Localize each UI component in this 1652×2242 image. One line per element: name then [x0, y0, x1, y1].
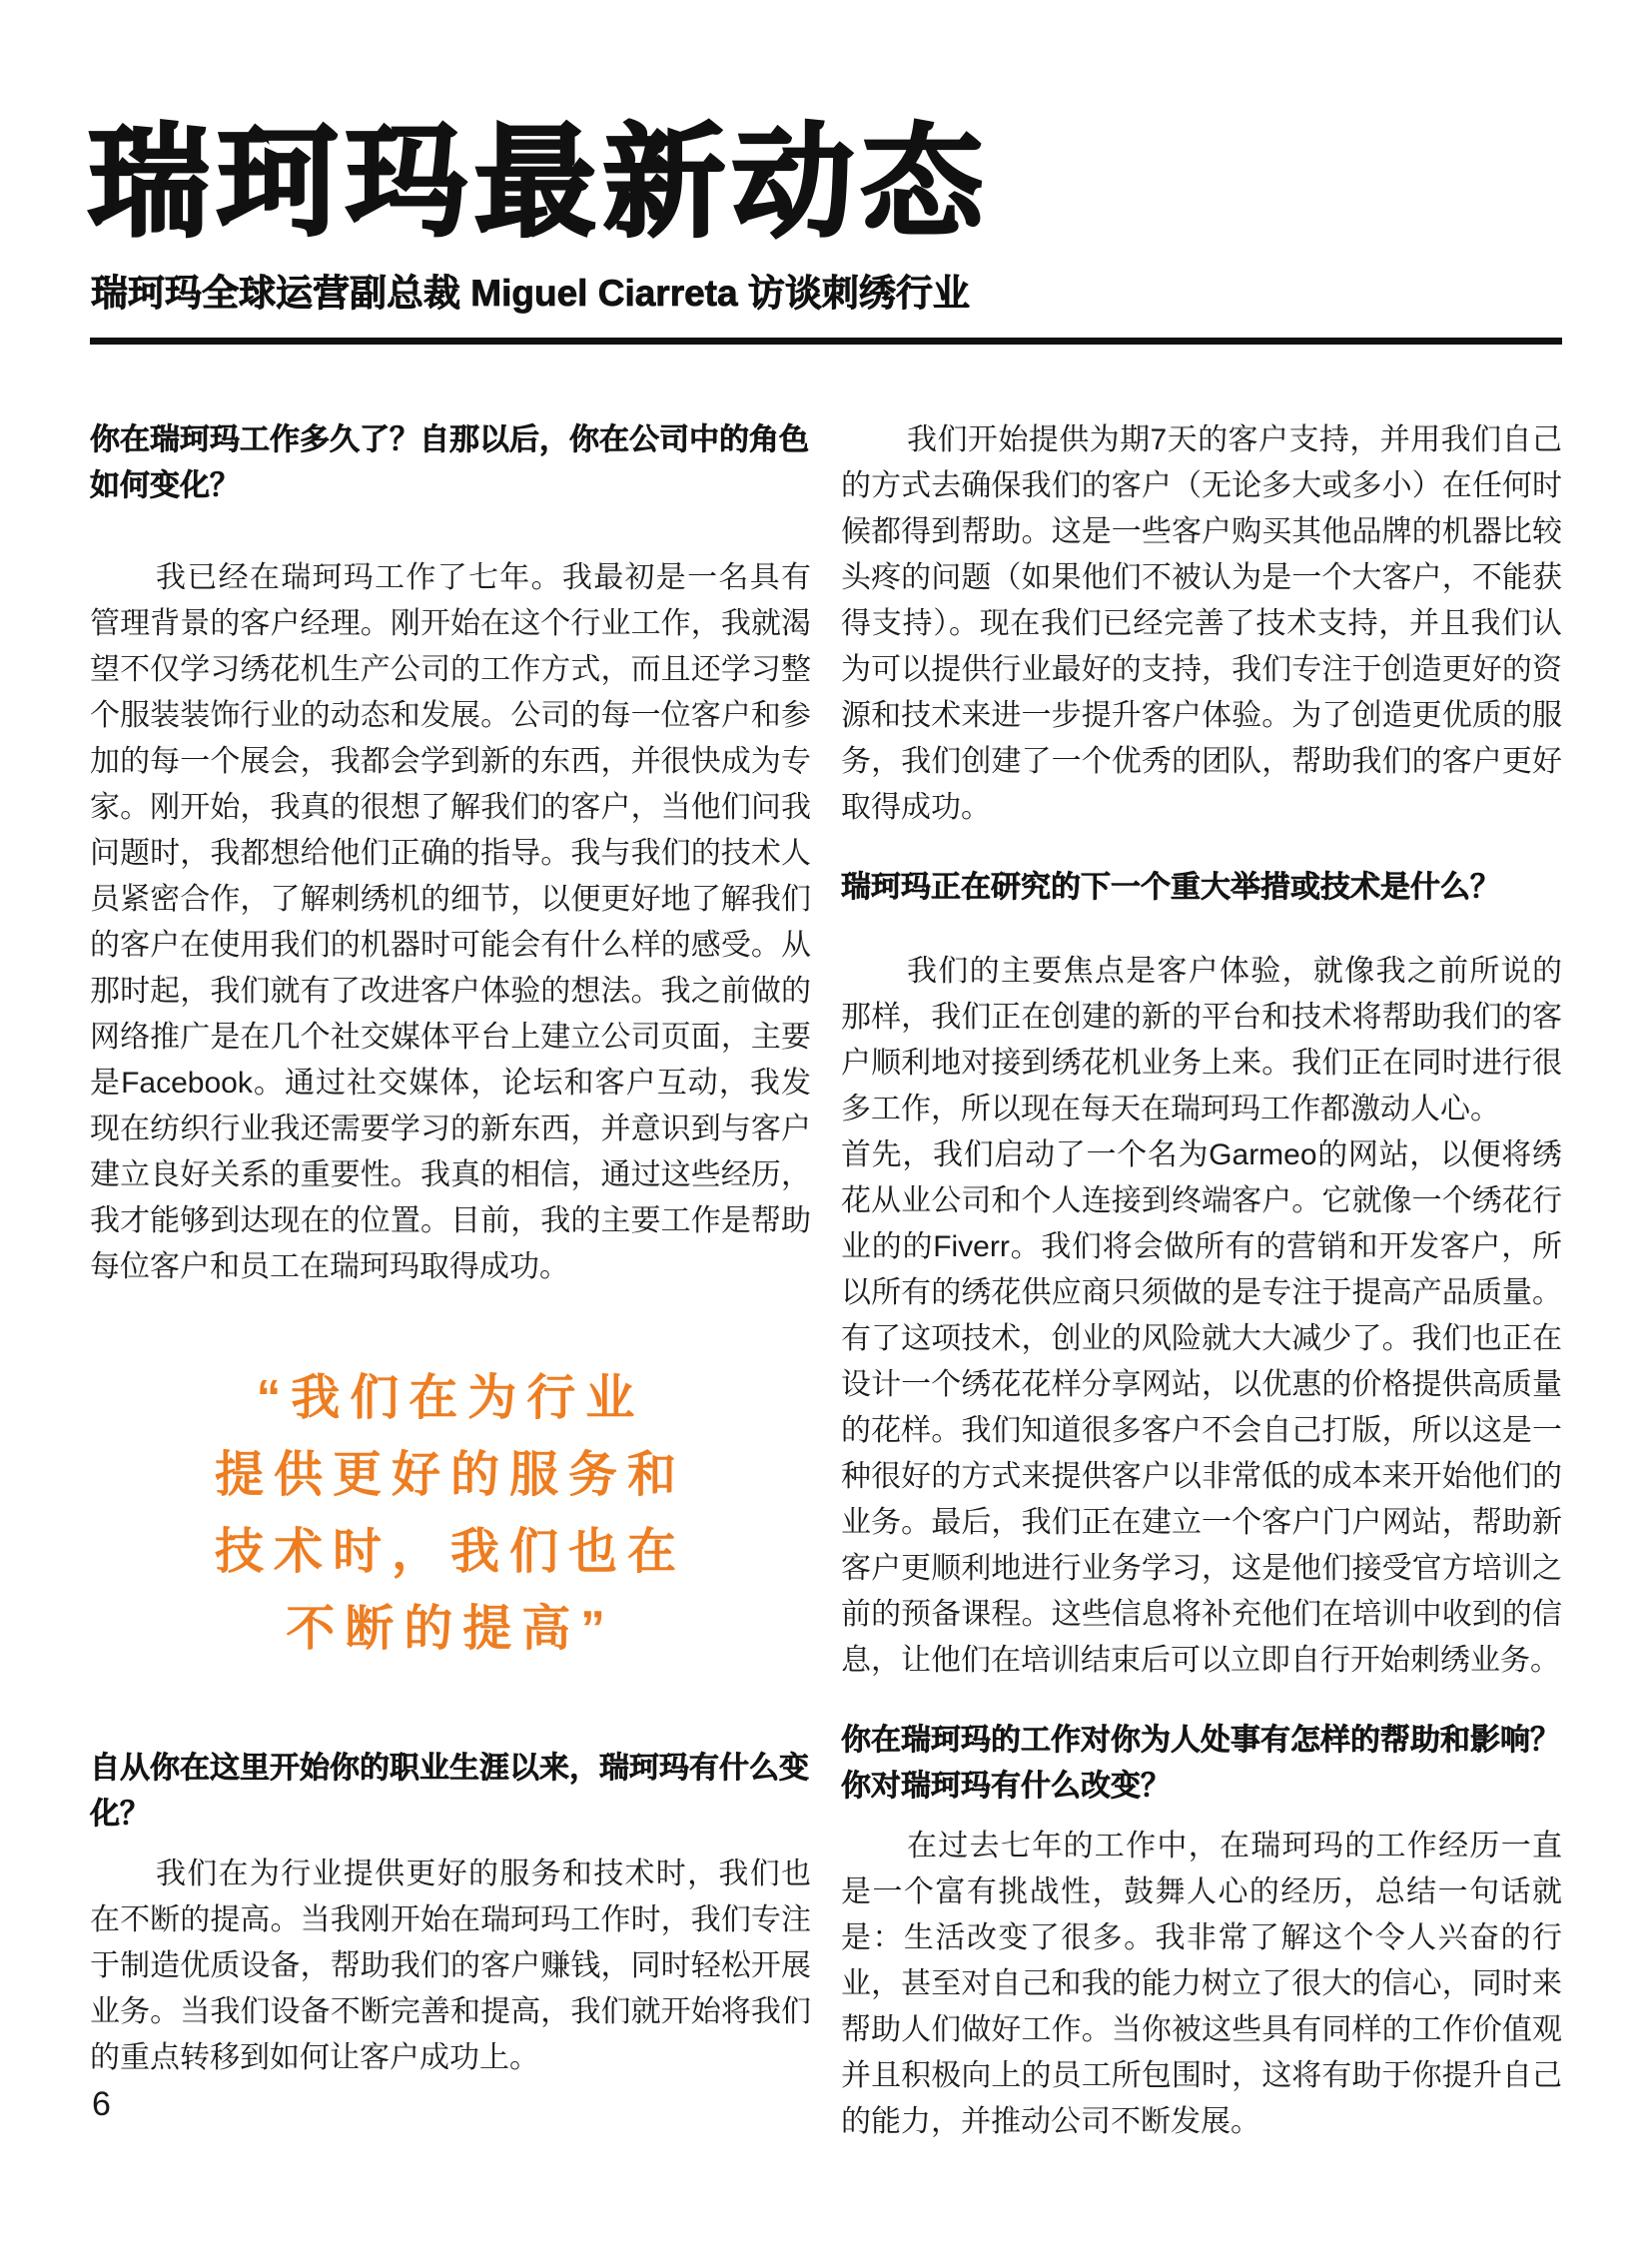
question-heading-3: 瑞珂玛正在研究的下一个重大举措或技术是什么？: [841, 871, 1500, 904]
question-heading-2: 自从你在这里开始你的职业生涯以来，瑞珂玛有什么变化？: [90, 1752, 809, 1831]
question-heading-4: 你在瑞珂玛的工作对你为人处事有怎样的帮助和影响？你对瑞珂玛有什么改变？: [841, 1724, 1560, 1803]
right-column: [841, 417, 1562, 2145]
pull-quote-line: 提供更好的服务和: [214, 1448, 686, 1502]
answer-paragraph-4a: 我们的主要焦点是客户体验，就像我之前所说的那样，我们正在创建的新的平台和技术将帮助我们的客户顺利地对接到绣花机业务上来。我们正在同时进行很多工作，所以现在每天在瑞珂玛工作都激动人心。: [841, 955, 1562, 1125]
answer-paragraph-5: 在过去七年的工作中，在瑞珂玛的工作经历一直是一个富有挑战性，鼓舞人心的经历，总结一句话就是：生活改变了很多。我非常了解这个令人兴奋的行业，甚至对自己和我的能力树立了很大的信心，同时来帮助人们做好工作。当你被这些具有同样的工作价值观并且积极向上的员工所包围时，这将有助于你提升自己的能力，并推动公司不断发展。: [841, 1830, 1562, 2138]
page-number: 6: [92, 2085, 111, 2123]
page-title: 瑞珂玛最新动态: [88, 115, 990, 251]
pull-quote-line: “我们在为行业: [256, 1371, 645, 1425]
pull-quote-line: 技术时，我们也在: [214, 1525, 686, 1579]
answer-paragraph-2: 我们在为行业提供更好的服务和技术时，我们也在不断的提高。当我刚开始在瑞珂玛工作时，我们专注于制造优质设备，帮助我们的客户赚钱，同时轻松开展业务。当我们设备不断完善和提高，我们就开始将我们的重点转移到如何让客户成功上。: [90, 1858, 811, 2074]
answer-paragraph-4b: 首先，我们启动了一个名为Garmeo的网站，以便将绣花从业公司和个人连接到终端客户。它就像一个绣花行业的的Fiverr。我们将会做所有的营销和开发客户，所以所有的绣花供应商只须做的是专注于提高产品质量。有了这项技术，创业的风险就大大减少了。我们也正在设计一个绣花花样分享网站，以优惠的价格提供高质量的花样。我们知道很多客户不会自己打版，所以这是一种很好的方式来提供客户以非常低的成本来开始他们的业务。最后，我们正在建立一个客户门户网站，帮助新客户更顺利地进行业务学习，这是他们接受官方培训之前的预备课程。这些信息将补充他们在培训中收到的信息，让他们在培训结束后可以立即自行开始刺绣业务。: [841, 1138, 1562, 1677]
left-column: [90, 417, 811, 2081]
answer-paragraph-3: 我们开始提供为期7天的客户支持，并用我们自己的方式去确保我们的客户（无论多大或多小）在任何时候都得到帮助。这是一些客户购买其他品牌的机器比较头疼的问题（如果他们不被认为是一个大客户，不能获得支持）。现在我们已经完善了技术支持，并且我们认为可以提供行业最好的支持，我们专注于创造更好的资源和技术来进一步提升客户体验。为了创造更优质的服务，我们创建了一个优秀的团队，帮助我们的客户更好取得成功。: [841, 423, 1562, 824]
question-heading-1: 你在瑞珂玛工作多久了？自那以后，你在公司中的角色如何变化？: [90, 423, 809, 502]
page-subtitle: 瑞珂玛全球运营副总裁 Miguel Ciarreta 访谈刺绣行业: [91, 273, 970, 314]
pull-quote: [90, 1360, 811, 1668]
pull-quote-line: 不断的提高”: [286, 1602, 615, 1656]
title-divider-rule: [90, 338, 1562, 345]
answer-paragraph-1: 我已经在瑞珂玛工作了七年。我最初是一名具有管理背景的客户经理。刚开始在这个行业工作，我就渴望不仅学习绣花机生产公司的工作方式，而且还学习整个服装装饰行业的动态和发展。公司的每一位客户和参加的每一个展会，我都会学到新的东西，并很快成为专家。刚开始，我真的很想了解我们的客户，当他们问我问题时，我都想给他们正确的指导。我与我们的技术人员紧密合作，了解刺绣机的细节，以便更好地了解我们的客户在使用我们的机器时可能会有什么样的感受。从那时起，我们就有了改进客户体验的想法。我之前做的网络推广是在几个社交媒体平台上建立公司页面，主要是Facebook。通过社交媒体，论坛和客户互动，我发现在纺织行业我还需要学习的新东西，并意识到与客户建立良好关系的重要性。我真的相信，通过这些经历，我才能够到达现在的位置。目前，我的主要工作是帮助每位客户和员工在瑞珂玛取得成功。: [90, 561, 811, 1283]
